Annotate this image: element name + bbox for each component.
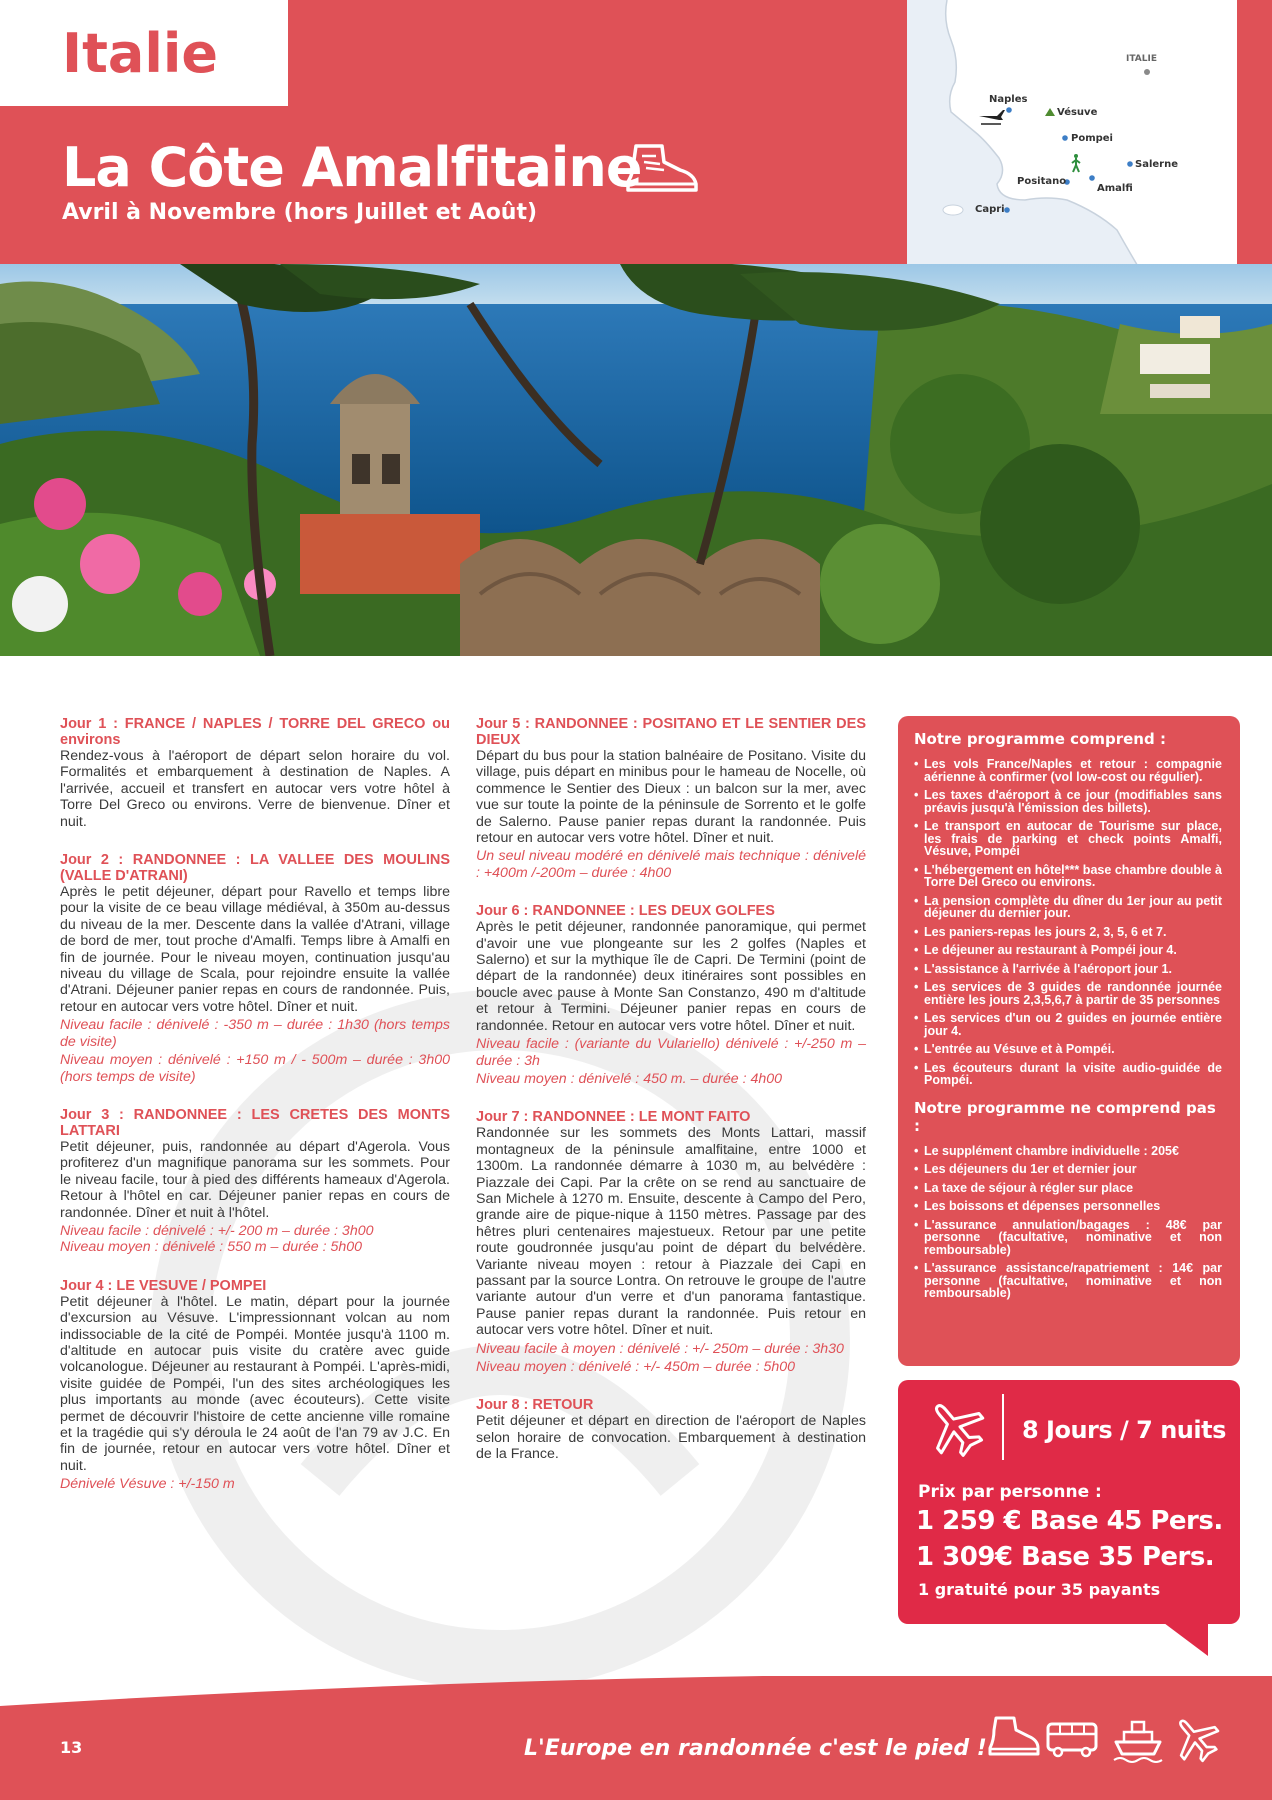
list-item: • Les services de 3 guides de randonnée journée entière les jours 2,3,5,6,7 à partir de 35 personnes [914,981,1222,1006]
day-title: Jour 2 : RANDONNEE : LA VALLEE DES MOULINS (VALLE D'ATRANI) [60,852,450,885]
not-included-title: Notre programme ne comprend pas : [914,1098,1216,1135]
page-number: 13 [60,1738,83,1757]
price-label: Prix par personne : [918,1482,1102,1502]
list-item: • Le supplément chambre individuelle : 205€ [914,1145,1222,1158]
list-item: • L'assurance annulation/bagages : 48€ par personne (facultative, nominative et non remboursable) [914,1219,1222,1257]
not-included-list [914,1145,1222,1300]
list-item: • Le transport en autocar de Tourisme sur place, les frais de parking et check points Amalfi, Vésuve, Pompéi [914,820,1222,858]
map-label-naples: Naples [989,94,1028,105]
day-description: Petit déjeuner, puis, randonnée au départ d'Agerola. Vous profiterez d'un magnifique panorama sur les sommets. Pour le niveau facile, tour à pied des différents hameaux d'Agerola. Retour à l'hôtel en car. Déjeuner panier repas en cours de randonnée. Dîner et nuit à l'hôtel. [60,1138,450,1221]
day-7 [476,1109,866,1375]
itinerary-column-2 [476,716,866,1485]
airplane-icon [922,1396,988,1458]
page-title: La Côte Amalfitaine [62,136,642,199]
day-title: Jour 5 : RANDONNEE : POSITANO ET LE SENTIER DES DIEUX [476,716,866,748]
itinerary-column-1 [60,716,450,1515]
hiking-boot-icon [986,1714,1042,1764]
gratuity-note: 1 gratuité pour 35 payants [918,1580,1161,1599]
trip-duration: 8 Jours / 7 nuits [1022,1416,1226,1444]
level-info: Niveau facile : dénivelé : -350 m – durée : 1h30 (hors temps de visite) [60,1017,450,1050]
level-info: Niveau moyen : dénivelé : +150 m / - 500m – durée : 3h00 (hors temps de visite) [60,1052,450,1085]
map-label-positano: Positano [1017,176,1067,187]
footer-slogan: L'Europe en randonnée c'est le pied ! [524,1736,987,1761]
day-title: Jour 1 : FRANCE / NAPLES / TORRE DEL GRECO ou environs [60,716,450,748]
price-base-35: 1 309€ Base 35 Pers. [916,1542,1215,1572]
day-5 [476,716,866,881]
day-description: Petit déjeuner à l'hôtel. Le matin, départ pour la journée d'excursion au Vésuve. L'impressionnant volcan au nom indissociable de la cité de Pompéi. Montée jusqu'à 1100 m. d'altitude en autocar puis visite du cratère avec guide volcanologue. Déjeuner au restaurant à Pompéi. L'après-midi, visite guidée de Pompéi, l'un des sites archéologiques les plus importants au monde (avec écouteurs). Cette visite permet de découvrir l'histoire de cette ancienne ville romaine et la tragédie qui s'y déroula le 24 août de l'an 79 av J.C. En fin de journée, retour en autocar vers votre hôtel. Dîner et nuit. [60,1293,450,1474]
map-label-amalfi: Amalfi [1097,183,1133,194]
list-item: • Les écouteurs durant la visite audio-guidée de Pompéi. [914,1062,1222,1087]
level-info: Dénivelé Vésuve : +/-150 m [60,1476,235,1493]
day-description: Rendez-vous à l'aéroport de départ selon horaire du vol. Formalités et embarquement à destination de Naples. A l'arrivée, accueil et transfert en autocar vers votre hôtel à Torre Del Greco ou environs. Verre de bienvenue. Dîner et nuit. [60,748,450,830]
day-title: Jour 6 : RANDONNEE : LES DEUX GOLFES [476,903,775,920]
ship-icon [1110,1714,1166,1764]
day-description: Petit déjeuner et départ en direction de l'aéroport de Naples selon horaire de convocation. Embarquement à destination de la France. [476,1413,866,1463]
level-info: Niveau facile à moyen : dénivelé : +/- 250m – durée : 3h30 [476,1340,844,1357]
includes-title: Notre programme comprend : [914,730,1166,748]
day-title: Jour 3 : RANDONNEE : LES CRETES DES MONTS LATTARI [60,1106,450,1139]
list-item: • Les vols France/Naples et retour : compagnie aérienne à confirmer (vol low-cost ou régulier). [914,758,1222,783]
day-1 [60,716,450,830]
level-info: Un seul niveau modéré en dénivelé mais technique : dénivelé : +400m /-200m – durée : 4h00 [476,848,866,881]
bus-icon [1044,1714,1100,1764]
list-item: • Les taxes d'aéroport à ce jour (modifiables sans préavis jusqu'à l'émission des billets). [914,789,1222,814]
includes-list [914,758,1222,1087]
list-item: • La taxe de séjour à régler sur place [914,1182,1222,1195]
amalfi-coast-photo [0,264,1272,656]
italie-dot [1144,69,1150,75]
map-graphic [907,0,1237,298]
day-6 [476,903,866,1087]
level-info: Niveau moyen : dénivelé : 450 m. – durée : 4h00 [476,1070,783,1087]
map-label-pompei: Pompei [1071,133,1113,144]
program-includes-box [898,716,1240,1366]
day-title: Jour 4 : LE VESUVE / POMPEI [60,1277,267,1294]
price-box-tail [1160,1620,1208,1656]
day-description: Après le petit déjeuner, randonnée panoramique, qui permet d'avoir une vue plongeante sur les 2 golfes (Naples et Salerno) et sur la mythique île de Capri. De Termini (point de départ de la randonnée) deux itinéraires sont possibles en boucle avec pause à Monte San Constanzo, 490 m d'altitude et retour à Termini. Déjeuner panier repas en cours de randonnée. Retour en autocar vers votre hôtel. Dîner et nuit. [476,919,866,1034]
day-2 [60,852,450,1085]
day-title: Jour 8 : RETOUR [476,1397,594,1414]
day-description: Départ du bus pour la station balnéaire de Positano. Visite du village, puis départ en minibus pour le hameau de Nocelle, où commence le Sentier des Dieux : un balcon sur la mer, avec vue sur toute la pointe de la péninsule de Sorrento et le golfe de Salerno. Pause panier repas durant la randonnée. Puis retour en autocar vers votre hôtel. Dîner et nuit. [476,748,866,847]
list-item: • Les services d'un ou 2 guides en journée entière jour 4. [914,1012,1222,1037]
day-8 [476,1397,866,1462]
level-info: Niveau facile : dénivelé : +/- 200 m – durée : 3h00 [60,1222,374,1239]
map-label-salerne: Salerne [1135,159,1178,170]
map-label-italie: ITALIE [1126,54,1157,64]
list-item: • L'assistance à l'arrivée à l'aéroport jour 1. [914,963,1222,976]
map-label-vesuve: Vésuve [1057,107,1098,118]
list-item: • Les boissons et dépenses personnelles [914,1200,1222,1213]
country-title: Italie [62,22,218,85]
list-item: • La pension complète du dîner du 1er jour au petit déjeuner du dernier jour. [914,895,1222,920]
level-info: Niveau facile : (variante du Vulariello) dénivelé : +/-250 m – durée : 3h [476,1036,866,1069]
day-title: Jour 7 : RANDONNEE : LE MONT FAITO [476,1109,751,1126]
hiking-boot-icon [622,142,702,198]
price-box [898,1380,1240,1624]
price-base-45: 1 259 € Base 45 Pers. [916,1506,1223,1536]
list-item: • L'assurance assistance/rapatriement : 14€ par personne (facultative, nominative et non remboursable) [914,1262,1222,1300]
airplane-icon [1168,1714,1224,1764]
list-item: • Le déjeuner au restaurant à Pompéi jour 4. [914,944,1222,957]
day-description: Randonnée sur les sommets des Monts Lattari, massif montagneux de la péninsule amalfitaine, entre 1000 et 1300m. La randonnée démarre à 1030 m, au belvédère : Piazzale dei Capi. Par la crête on se rend au sanctuaire de San Michele à 1270 m. Ensuite, descente à Campo del Pero, grande aire de pique-nique à 1150 mètres. Passage par des hêtres pluri centenaires majestueux. Retour par une petite route goudronnée jusqu'au point de départ du belvédère. Variante niveau moyen : retour à Piazzale dei Capi en passant par la source Lontra. On retrouve le groupe de l'autre variante autour d'un verre et d'un panorama fantastique. Pause panier repas durant la randonnée. Puis retour en autocar vers votre hôtel. Dîner et nuit. [476,1125,866,1339]
price-divider [1002,1394,1004,1460]
day-description: Après le petit déjeuner, départ pour Ravello et temps libre pour la visite de ce beau village médiéval, à 350m au-dessus du niveau de la mer. Descente dans la vallée d'Atrani, village de bord de mer, tout proche d'Amalfi. Temps libre à Amalfi en fin de journée. Pour le niveau moyen, continuation jusqu'au niveau du village de Scala, pour rejoindre ensuite la vallée d'Atrani. Déjeuner panier repas en cours de randonnée. Puis, retour en autocar vers votre hôtel. Dîner et nuit. [60,884,450,1015]
level-info: Niveau moyen : dénivelé : 550 m – durée : 5h00 [60,1239,363,1256]
map-label-capri: Capri [975,204,1005,215]
list-item: • Les déjeuners du 1er et dernier jour [914,1163,1222,1176]
level-info: Niveau moyen : dénivelé : +/- 450m – durée : 5h00 [476,1359,796,1375]
list-item: • L'hébergement en hôtel*** base chambre double à Torre Del Greco ou environs. [914,864,1222,889]
list-item: • L'entrée au Vésuve et à Pompéi. [914,1043,1222,1056]
day-4 [60,1278,450,1493]
region-map [902,0,1242,298]
page-subtitle: Avril à Novembre (hors Juillet et Août) [62,200,538,225]
list-item: • Les paniers-repas les jours 2, 3, 5, 6 et 7. [914,926,1222,939]
day-3 [60,1107,450,1256]
